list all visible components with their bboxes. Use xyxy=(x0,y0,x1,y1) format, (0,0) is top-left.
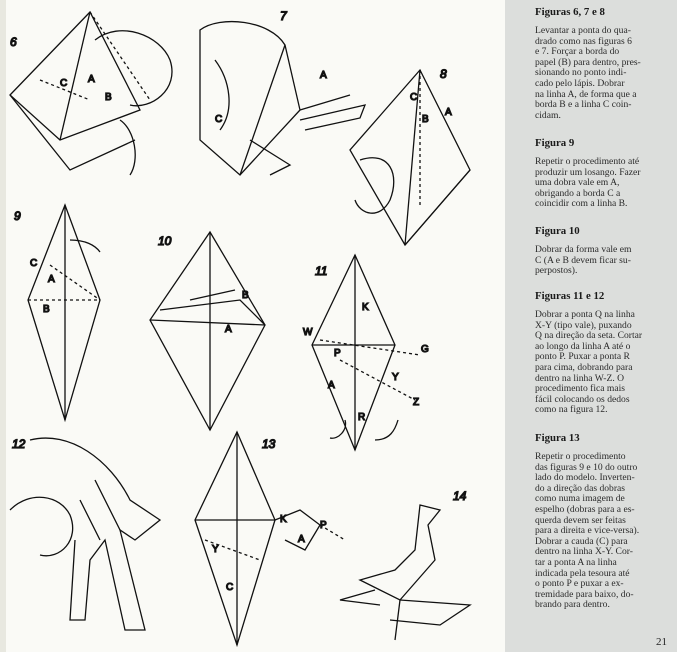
figure-6 xyxy=(10,12,172,175)
label-a: A xyxy=(320,70,327,81)
figure-10 xyxy=(150,232,265,430)
figure-12 xyxy=(10,437,160,630)
text-line: coincidir com a linha B. xyxy=(535,198,628,210)
text-line: cidam. xyxy=(535,109,561,121)
figure-number: 10 xyxy=(158,234,172,248)
text-line: lado do modelo. Inverten- xyxy=(535,472,635,484)
text-line: dentro na linha X-Y. Cor- xyxy=(535,546,633,558)
section-text-figura-9 xyxy=(535,157,670,210)
label-b: B xyxy=(43,304,50,315)
text-line: X-Y (tipo vale), puxando xyxy=(535,319,632,331)
text-line: dentro na linha W-Z. O xyxy=(535,372,625,384)
figure-number: 14 xyxy=(453,489,467,503)
text-line: Levantar a ponta do qua- xyxy=(535,25,631,36)
text-line: borda B e a linha C coin- xyxy=(535,99,632,111)
text-line: Dobrar a cauda (C) para xyxy=(535,535,628,547)
text-line: fácil colocando os dedos xyxy=(535,393,630,405)
text-column xyxy=(505,0,677,652)
label-w: W xyxy=(303,327,313,338)
figure-11 xyxy=(303,255,429,450)
text-line: cado pelo lápis. Dobrar xyxy=(535,77,625,89)
figure-number: 6 xyxy=(10,35,17,49)
text-line: sionando no ponto indi- xyxy=(535,67,627,79)
heading-figura-9: Figura 9 xyxy=(535,137,575,149)
label-p: P xyxy=(320,520,327,531)
text-line: tar a ponta A na linha xyxy=(535,556,617,568)
text-line: Dobrar a ponta Q na linha xyxy=(535,309,635,320)
label-c: C xyxy=(215,114,223,125)
text-line: Repetir o procedimento xyxy=(535,451,626,462)
text-line: das figuras 9 e 10 do outro xyxy=(535,461,638,473)
text-line: como numa imagem de xyxy=(535,493,625,505)
figure-9 xyxy=(14,205,100,420)
text-line: Dobrar da forma vale em xyxy=(535,244,632,255)
text-line: drado como nas figuras 6 xyxy=(535,35,632,47)
page-number: 21 xyxy=(656,636,667,648)
text-line: espelho (dobras para a es- xyxy=(535,503,635,515)
label-b: B xyxy=(242,290,249,301)
text-line: na linha A, de forma que a xyxy=(535,88,637,100)
label-z: Z xyxy=(413,397,420,408)
label-r: R xyxy=(358,412,366,423)
section-text-figura-10 xyxy=(535,245,670,277)
label-a: A xyxy=(225,324,232,335)
label-a: A xyxy=(88,74,95,85)
section-text-figura-13 xyxy=(535,452,670,611)
label-a: A xyxy=(445,107,452,118)
section-text-figuras-6-7-8 xyxy=(535,26,670,121)
text-line: para cima, dobrando para xyxy=(535,361,633,373)
text-line: querda devem ser feitas xyxy=(535,514,626,526)
figure-number: 8 xyxy=(440,67,447,81)
figure-number: 11 xyxy=(315,264,328,278)
label-p: P xyxy=(334,348,341,359)
label-b: B xyxy=(422,114,429,125)
text-line: tremidade para baixo, do- xyxy=(535,588,634,600)
label-k: K xyxy=(362,302,369,313)
text-line: indicada pela tesoura até xyxy=(535,567,630,579)
heading-figura-10: Figura 10 xyxy=(535,225,580,237)
label-k: K xyxy=(280,514,287,525)
label-c: C xyxy=(60,78,68,89)
text-line: brando para dentro. xyxy=(535,599,610,611)
text-line: para a direita e vice-versa). xyxy=(535,525,640,537)
label-y: Y xyxy=(392,372,399,383)
text-line: Q na direção da seta. Cortar xyxy=(535,330,643,342)
label-c: C xyxy=(30,258,38,269)
text-line: perpostos). xyxy=(535,265,578,277)
text-line: Repetir o procedimento até xyxy=(535,156,640,167)
label-y: Y xyxy=(212,544,219,555)
label-c: C xyxy=(226,582,234,593)
heading-figuras-11-12: Figuras 11 e 12 xyxy=(535,290,605,302)
text-line: obrigando a borda C a xyxy=(535,187,621,199)
figure-8 xyxy=(350,67,470,245)
text-line: uma dobra vale em A, xyxy=(535,177,620,189)
text-line: C (A e B devem ficar su- xyxy=(535,254,631,266)
label-b: B xyxy=(105,92,112,103)
figure-number: 13 xyxy=(262,437,276,451)
text-line: como na figura 12. xyxy=(535,404,608,416)
text-line: do a direção das dobras xyxy=(535,482,626,494)
text-line: o ponto P e puxar a ex- xyxy=(535,578,624,590)
figure-number: 9 xyxy=(14,209,21,223)
text-line: papel (B) para dentro, pres- xyxy=(535,56,641,68)
label-a: A xyxy=(48,274,55,285)
section-text-figuras-11-12 xyxy=(535,310,670,416)
label-g: G xyxy=(421,344,429,355)
figure-number: 12 xyxy=(12,437,26,451)
text-line: procedimento fica mais xyxy=(535,383,626,395)
heading-figuras-6-7-8: Figuras 6, 7 e 8 xyxy=(535,6,605,18)
label-c: C xyxy=(410,92,418,103)
text-line: e 7. Forçar a borda do xyxy=(535,46,620,58)
text-line: ponto P. Puxar a ponta R xyxy=(535,351,630,363)
figure-14 xyxy=(340,489,470,640)
figure-number: 7 xyxy=(280,9,287,23)
label-a: A xyxy=(298,534,305,545)
figure-7 xyxy=(200,9,365,175)
text-line: produzir um losango. Fazer xyxy=(535,166,641,178)
text-line: ao longo da linha A até o xyxy=(535,340,631,352)
label-a: A xyxy=(328,380,335,391)
figure-13 xyxy=(195,432,345,645)
heading-figura-13: Figura 13 xyxy=(535,432,580,444)
